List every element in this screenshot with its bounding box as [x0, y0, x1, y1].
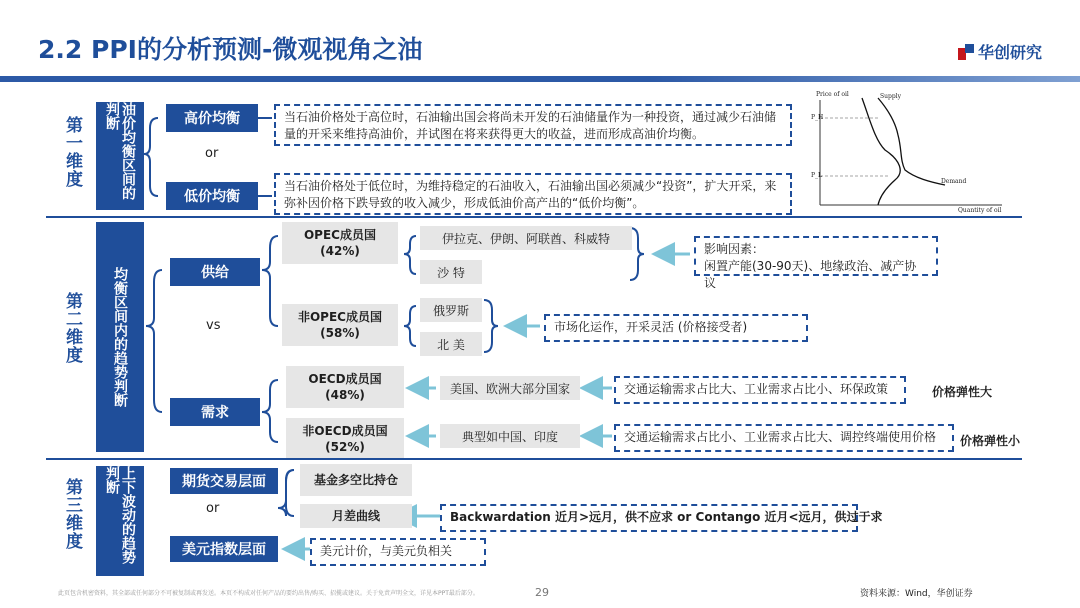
low-price-desc: 当石油价格处于低位时，为维持稳定的石油收入，石油输出国必须减少“投资”，扩大开采，来弥补因价格下跌导致的收入减少，形成低油价高产出的“低价均衡”。	[274, 173, 792, 215]
section-divider-2	[46, 458, 1022, 460]
demand-box: 需求	[170, 398, 260, 426]
supply-box: 供给	[170, 258, 260, 286]
brand-name: 华创研究	[978, 43, 1043, 62]
opec-label: OPEC成员国	[303, 228, 376, 242]
section-divider-1	[46, 216, 1022, 218]
mini-chart-demand-label: Demand	[941, 178, 967, 185]
oecd-elasticity: 价格弹性大	[932, 385, 993, 399]
dim1-label: 第一维度	[62, 116, 82, 188]
opec-factors: 影响因素： 闲置产能(30-90天)、地缘政治、减产协议	[694, 236, 938, 276]
dim1-or: or	[205, 146, 219, 161]
oecd-pct: (48%)	[325, 388, 365, 402]
supply-demand-mini-chart	[820, 98, 1002, 205]
nonoecd-box	[286, 418, 404, 460]
fund-position-box: 基金多空比持仓	[300, 464, 412, 496]
nonopec-factors: 市场化运作，开采灵活 (价格接受者)	[544, 314, 808, 342]
mini-chart-ylabel: Price of oil	[816, 91, 849, 98]
mini-chart-pl-label: P_L	[811, 172, 823, 179]
dim3-or: or	[206, 501, 220, 516]
futures-box: 期货交易层面	[170, 468, 278, 494]
dim2-label: 第二维度	[62, 292, 82, 364]
spread-curve-box: 月差曲线	[300, 504, 412, 528]
nonopec-countries-1: 俄罗斯	[420, 298, 482, 322]
mini-chart-supply-label: Supply	[880, 93, 901, 100]
nonopec-countries-2: 北 美	[420, 332, 482, 356]
page-number: 29	[535, 586, 549, 599]
nonoecd-label: 非OECD成员国	[302, 424, 388, 438]
oecd-factors: 交通运输需求占比大、工业需求占比小、环保政策	[614, 376, 906, 404]
dim2-vs: vs	[206, 318, 221, 333]
oecd-label: OECD成员国	[308, 372, 382, 386]
dim3-label: 第三维度	[62, 478, 82, 550]
nonoecd-countries: 典型如中国、印度	[440, 424, 580, 448]
nonopec-box	[282, 304, 398, 346]
high-price-desc: 当石油价格处于高位时，石油输出国会将尚未开发的石油储量作为一种投资，通过减少石油储量的开采来维持高油价，并试图在将来获得更大的收益，进而形成高油价均衡。	[274, 104, 792, 146]
opec-pct: (42%)	[320, 244, 360, 258]
mini-chart-ph-label: P_H	[811, 114, 824, 121]
opec-countries-2: 沙 特	[420, 260, 482, 284]
opec-countries-1: 伊拉克、伊朗、阿联酋、科威特	[420, 226, 632, 250]
dim2-box: 均衡区间内的趋势判断	[96, 222, 144, 452]
footer-disclaimer: 此页包含机密资料，其全部或任何部分不可被复制或再发送。本页不构成对任何产品的要约出售/购买、招揽或建议。关于免责声明全文，详见本PPT最后部分。	[58, 590, 479, 597]
oecd-countries: 美国、欧洲大部分国家	[440, 376, 580, 400]
oecd-box	[286, 366, 404, 408]
dim1-box: 油价均衡区间的判断	[96, 102, 144, 210]
source-note: 资料来源：Wind，华创证券	[860, 589, 973, 599]
high-price-balance: 高价均衡	[166, 104, 258, 132]
nonopec-pct: (58%)	[320, 326, 360, 340]
usd-index-box: 美元指数层面	[170, 536, 278, 562]
opec-box	[282, 222, 398, 264]
spread-desc: Backwardation 近月>远月，供不应求 or Contango 近月<远月，供过于求	[440, 504, 858, 532]
page-title: 2.2 PPI的分析预测-微观视角之油	[38, 35, 423, 64]
mini-chart-xlabel: Quantity of oil	[958, 207, 1002, 214]
nonoecd-factors: 交通运输需求占比小、工业需求占比大、调控终端使用价格	[614, 424, 954, 452]
nonopec-label: 非OPEC成员国	[297, 310, 382, 324]
low-price-balance: 低价均衡	[166, 182, 258, 210]
nonoecd-elasticity: 价格弹性小	[960, 434, 1021, 448]
nonoecd-pct: (52%)	[325, 440, 365, 454]
usd-desc: 美元计价，与美元负相关	[310, 538, 486, 566]
dim3-box: 上下波动的趋势判断	[96, 466, 144, 576]
